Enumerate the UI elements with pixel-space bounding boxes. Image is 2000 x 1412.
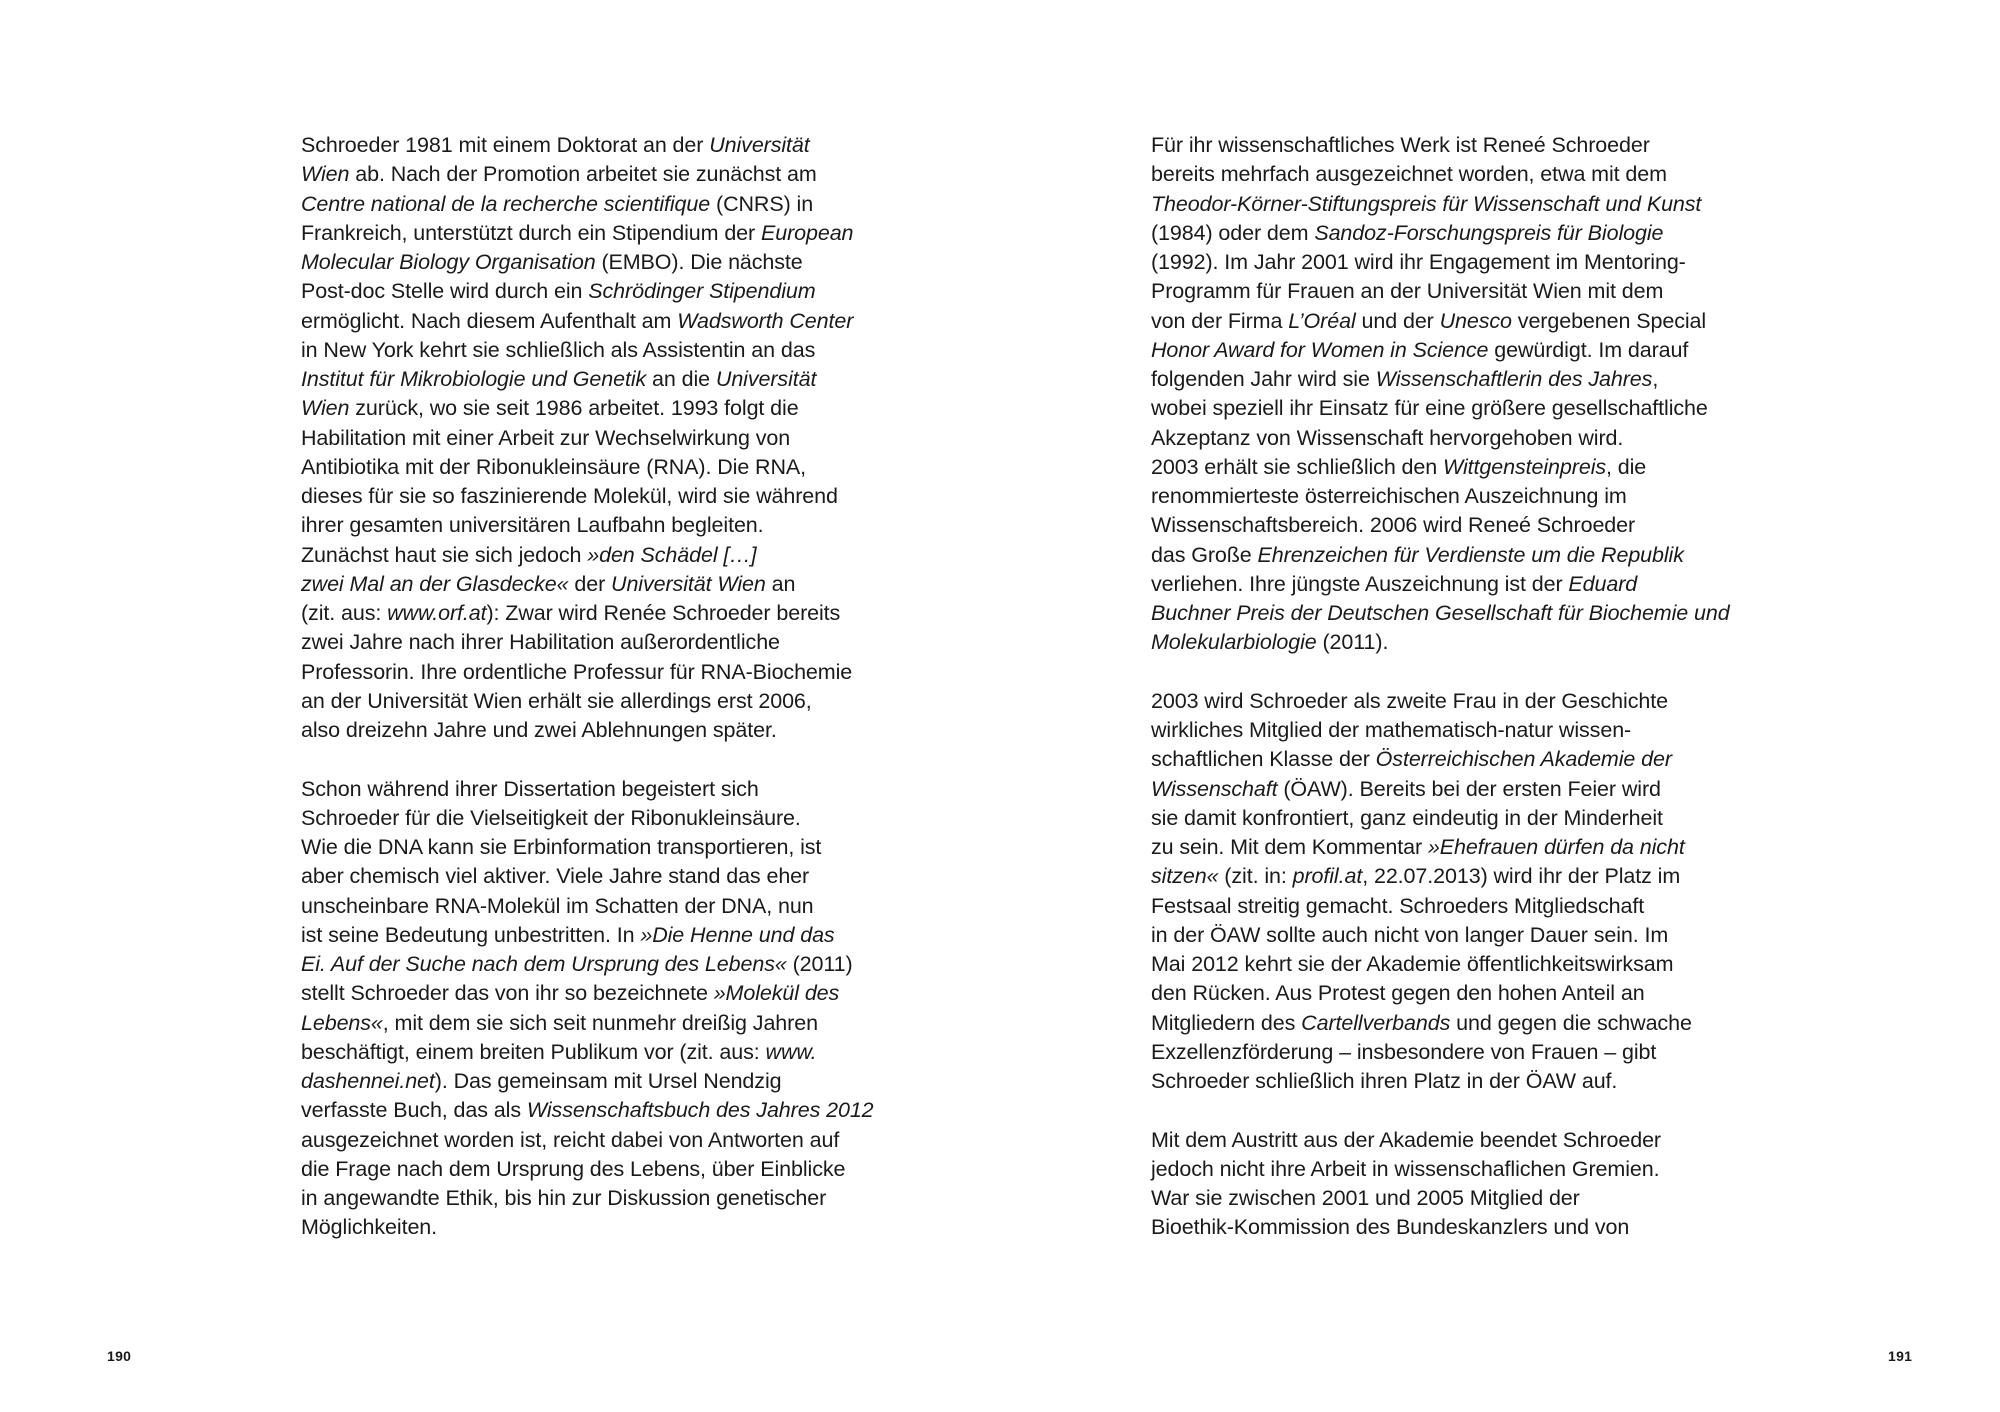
text-line bbox=[1151, 307, 1751, 336]
text-segment: aber chemisch viel aktiver. Viele Jahre stand das eher bbox=[301, 864, 810, 889]
text-segment: den Rücken. Aus Protest gegen den hohen Anteil an bbox=[1151, 981, 1645, 1006]
text-line bbox=[301, 599, 901, 628]
text-segment: schaftlichen Klasse der bbox=[1151, 747, 1376, 772]
text-line bbox=[1151, 570, 1751, 599]
text-segment: ist seine Bedeutung unbestritten. In bbox=[301, 922, 641, 947]
text-line bbox=[301, 658, 901, 687]
text-line bbox=[301, 628, 901, 657]
italic-segment: »Ehefrauen dürfen da nicht bbox=[1427, 835, 1685, 859]
page-number-left: 190 bbox=[107, 1348, 132, 1364]
text-line bbox=[1151, 160, 1751, 189]
text-line bbox=[1151, 862, 1751, 891]
text-segment: 2003 wird Schroeder als zweite Frau in der Geschichte bbox=[1151, 688, 1668, 713]
text-segment: Bioethik-Kommission des Bundeskanzlers und von bbox=[1151, 1215, 1630, 1240]
text-segment: ihrer gesamten universitären Laufbahn begleiten. bbox=[301, 513, 764, 538]
text-line bbox=[301, 336, 901, 365]
text-segment: jedoch nicht ihre Arbeit in wissenschaflichen Gremien. bbox=[1151, 1156, 1660, 1181]
text-segment: Wie die DNA kann sie Erbinformation transportieren, ist bbox=[301, 835, 822, 859]
text-segment: Schon während ihrer Dissertation begeistert sich bbox=[301, 776, 759, 801]
text-segment: ermöglicht. Nach diesem Aufenthalt am bbox=[301, 308, 678, 333]
italic-segment: Centre national de la recherche scientifique bbox=[301, 191, 711, 216]
text-line bbox=[1151, 950, 1751, 979]
italic-segment: Wissenschaft bbox=[1151, 776, 1278, 801]
text-segment: (CNRS) in bbox=[710, 191, 814, 216]
text-line bbox=[301, 511, 901, 540]
text-segment: Möglichkeiten. bbox=[301, 1215, 438, 1240]
italic-segment: www. bbox=[765, 1039, 817, 1064]
text-segment: ). Das gemeinsam mit Ursel Nendzig bbox=[434, 1069, 782, 1093]
italic-segment: »Molekül des bbox=[713, 981, 840, 1006]
text-line bbox=[1151, 131, 1751, 160]
right-text-column bbox=[1151, 131, 1751, 1272]
text-segment: Antibiotika mit der Ribonukleinsäure (RNA). Die RNA, bbox=[301, 454, 807, 479]
text-line bbox=[1151, 775, 1751, 804]
text-segment: renommierteste österreichischen Auszeichnung im bbox=[1151, 484, 1627, 508]
text-line bbox=[1151, 716, 1751, 745]
paragraph bbox=[301, 775, 901, 1243]
text-line bbox=[1151, 1126, 1751, 1155]
text-segment: beschäftigt, einem breiten Publikum vor (zit. aus: bbox=[301, 1039, 766, 1064]
text-line bbox=[301, 804, 901, 833]
text-line bbox=[301, 482, 901, 511]
text-line bbox=[1151, 1155, 1751, 1184]
italic-segment: »Die Henne und das bbox=[640, 922, 835, 947]
text-line bbox=[301, 248, 901, 277]
italic-segment: Universität Wien bbox=[611, 571, 766, 596]
italic-segment: Universität bbox=[709, 133, 810, 157]
text-segment: (2011) bbox=[786, 952, 853, 976]
italic-segment: zwei Mal an der Glasdecke« bbox=[301, 571, 569, 596]
text-segment: verfasste Buch, das als bbox=[301, 1098, 527, 1123]
italic-segment: Buchner Preis der Deutschen Gesellschaft für Biochemie und bbox=[1151, 601, 1730, 625]
text-line bbox=[301, 1213, 901, 1242]
text-line bbox=[1151, 394, 1751, 423]
text-segment: Zunächst haut sie sich jedoch bbox=[301, 542, 588, 567]
italic-segment: Wissenschaftlerin des Jahres bbox=[1375, 367, 1653, 391]
text-segment: stellt Schroeder das von ihr so bezeichnete bbox=[301, 981, 714, 1006]
text-segment: zurück, wo sie seit 1986 arbeitet. 1993 folgt die bbox=[349, 396, 799, 421]
italic-segment: Ei. Auf der Suche nach dem Ursprung des Lebens« bbox=[301, 952, 787, 976]
italic-segment: Wadsworth Center bbox=[677, 308, 854, 333]
text-line bbox=[1151, 511, 1751, 540]
text-segment: Schroeder 1981 mit einem Doktorat an der bbox=[301, 133, 710, 157]
text-segment: zu sein. Mit dem Kommentar bbox=[1151, 835, 1428, 859]
text-line bbox=[1151, 628, 1751, 657]
text-line bbox=[1151, 365, 1751, 394]
text-line bbox=[301, 190, 901, 219]
italic-segment: Ehrenzeichen für Verdienste um die Republik bbox=[1257, 542, 1684, 567]
text-segment: Mit dem Austritt aus der Akademie beendet Schroeder bbox=[1151, 1127, 1661, 1152]
text-segment: in New York kehrt sie schließlich als Assistentin an das bbox=[301, 337, 816, 362]
text-line bbox=[1151, 892, 1751, 921]
text-line bbox=[301, 775, 901, 804]
text-line bbox=[301, 687, 901, 716]
text-line bbox=[1151, 1067, 1751, 1096]
text-line bbox=[1151, 219, 1751, 248]
text-segment: und der bbox=[1355, 308, 1440, 333]
text-segment: zwei Jahre nach ihrer Habilitation außerordentliche bbox=[301, 630, 780, 655]
italic-segment: profil.at bbox=[1292, 864, 1363, 889]
text-segment: Post-doc Stelle wird durch ein bbox=[301, 279, 589, 304]
text-segment: (EMBO). Die nächste bbox=[595, 250, 803, 274]
text-segment: verliehen. Ihre jüngste Auszeichnung ist der bbox=[1151, 571, 1569, 596]
paragraph bbox=[1151, 131, 1751, 658]
text-segment: an der Universität Wien erhält sie allerdings erst 2006, bbox=[301, 688, 812, 713]
text-line bbox=[1151, 1009, 1751, 1038]
text-segment: folgenden Jahr wird sie bbox=[1151, 367, 1376, 391]
left-text-column bbox=[301, 131, 901, 1272]
text-segment: 2003 erhält sie schließlich den bbox=[1151, 454, 1443, 479]
text-line bbox=[301, 307, 901, 336]
text-segment: sie damit konfrontiert, ganz eindeutig in der Minderheit bbox=[1151, 805, 1663, 830]
text-line bbox=[1151, 453, 1751, 482]
text-line bbox=[1151, 599, 1751, 628]
text-line bbox=[301, 541, 901, 570]
text-segment: Schroeder schließlich ihren Platz in der ÖAW auf. bbox=[1151, 1069, 1618, 1093]
italic-segment: Theodor-Körner-Stiftungspreis für Wissenschaft und Kunst bbox=[1151, 191, 1702, 216]
text-line bbox=[301, 160, 901, 189]
paragraph bbox=[1151, 687, 1751, 1097]
page-number-right: 191 bbox=[1888, 1348, 1913, 1364]
italic-segment: Lebens« bbox=[301, 1010, 383, 1035]
text-line bbox=[301, 570, 901, 599]
text-segment: Für ihr wissenschaftliches Werk ist Reneé Schroeder bbox=[1151, 133, 1650, 157]
text-line bbox=[1151, 921, 1751, 950]
text-segment: (2011). bbox=[1316, 630, 1389, 655]
italic-segment: www.orf.at bbox=[387, 601, 487, 625]
italic-segment: sitzen« bbox=[1151, 864, 1219, 889]
text-segment: , 22.07.2013) wird ihr der Platz im bbox=[1362, 864, 1681, 889]
text-line bbox=[1151, 336, 1751, 365]
text-line bbox=[301, 1155, 901, 1184]
italic-segment: Österreichischen Akademie der bbox=[1375, 747, 1672, 772]
text-segment: ): Zwar wird Renée Schroeder bereits bbox=[486, 601, 841, 625]
text-segment: Professorin. Ihre ordentliche Professur für RNA-Biochemie bbox=[301, 659, 853, 684]
italic-segment: European bbox=[760, 220, 854, 245]
italic-segment: Sandoz-Forschungspreis für Biologie bbox=[1314, 220, 1664, 245]
text-segment: (1992). Im Jahr 2001 wird ihr Engagement im Mentoring- bbox=[1151, 250, 1686, 274]
text-segment: Habilitation mit einer Arbeit zur Wechselwirkung von bbox=[301, 425, 791, 450]
text-line bbox=[1151, 745, 1751, 774]
text-line bbox=[301, 453, 901, 482]
text-line bbox=[301, 833, 901, 862]
italic-segment: Wissenschaftsbuch des Jahres 2012 bbox=[526, 1098, 874, 1123]
text-segment: gewürdigt. Im darauf bbox=[1488, 337, 1689, 362]
text-segment: ab. Nach der Promotion arbeitet sie zunächst am bbox=[349, 162, 817, 187]
text-line bbox=[301, 716, 901, 745]
italic-segment: Cartellverbands bbox=[1301, 1010, 1451, 1035]
text-segment: der bbox=[568, 571, 612, 596]
text-line bbox=[1151, 541, 1751, 570]
text-segment: das Große bbox=[1151, 542, 1258, 567]
text-segment: Frankreich, unterstützt durch ein Stipendium der bbox=[301, 220, 761, 245]
text-line bbox=[1151, 482, 1751, 511]
text-line bbox=[301, 277, 901, 306]
text-segment: (zit. in: bbox=[1218, 864, 1293, 889]
text-segment: und gegen die schwache bbox=[1450, 1010, 1692, 1035]
text-line bbox=[301, 1096, 901, 1125]
italic-segment: Molekularbiologie bbox=[1151, 630, 1317, 655]
text-segment: an bbox=[765, 571, 796, 596]
text-line bbox=[1151, 424, 1751, 453]
text-segment: an die bbox=[646, 367, 716, 391]
text-segment: Programm für Frauen an der Universität Wien mit dem bbox=[1151, 279, 1664, 304]
text-line bbox=[301, 424, 901, 453]
italic-segment: Unesco bbox=[1439, 308, 1512, 333]
text-segment: von der Firma bbox=[1151, 308, 1289, 333]
text-line bbox=[301, 131, 901, 160]
text-segment: Festsaal streitig gemacht. Schroeders Mitgliedschaft bbox=[1151, 893, 1645, 918]
text-line bbox=[1151, 979, 1751, 1008]
text-line bbox=[301, 1009, 901, 1038]
text-segment: wirkliches Mitglied der mathematisch-natur wissen- bbox=[1151, 718, 1632, 742]
text-segment: unscheinbare RNA-Molekül im Schatten der DNA, nun bbox=[301, 893, 814, 918]
text-segment: , mit dem sie sich seit nunmehr dreißig Jahren bbox=[382, 1010, 818, 1035]
text-line bbox=[301, 394, 901, 423]
text-line bbox=[1151, 833, 1751, 862]
text-segment: die Frage nach dem Ursprung des Lebens, über Einblicke bbox=[301, 1156, 846, 1181]
text-segment: Schroeder für die Vielseitigkeit der Ribonukleinsäure. bbox=[301, 805, 801, 830]
italic-segment: Eduard bbox=[1568, 571, 1638, 596]
text-line bbox=[301, 921, 901, 950]
text-segment: Wissenschaftsbereich. 2006 wird Reneé Schroeder bbox=[1151, 513, 1636, 538]
text-line bbox=[1151, 190, 1751, 219]
italic-segment: Wien bbox=[301, 396, 350, 421]
right-page bbox=[1000, 0, 2000, 1412]
paragraph bbox=[1151, 1126, 1751, 1243]
text-line bbox=[1151, 1038, 1751, 1067]
text-line bbox=[1151, 1184, 1751, 1213]
text-segment: Mitgliedern des bbox=[1151, 1010, 1302, 1035]
italic-segment: Wittgensteinpreis bbox=[1443, 454, 1607, 479]
text-segment: wobei speziell ihr Einsatz für eine größere gesellschaftliche bbox=[1151, 396, 1708, 421]
text-line bbox=[301, 950, 901, 979]
italic-segment: dashennei.net bbox=[301, 1069, 435, 1093]
text-segment: bereits mehrfach ausgezeichnet worden, etwa mit dem bbox=[1151, 162, 1667, 187]
text-segment: , die bbox=[1606, 454, 1647, 479]
text-segment: (ÖAW). Bereits bei der ersten Feier wird bbox=[1277, 776, 1661, 801]
italic-segment: Schrödinger Stipendium bbox=[588, 279, 816, 304]
text-segment: in angewandte Ethik, bis hin zur Diskussion genetischer bbox=[301, 1186, 827, 1210]
italic-segment: Molecular Biology Organisation bbox=[301, 250, 596, 274]
text-segment: ausgezeichnet worden ist, reicht dabei von Antworten auf bbox=[301, 1127, 840, 1152]
text-line bbox=[1151, 687, 1751, 716]
text-line bbox=[301, 365, 901, 394]
text-line bbox=[1151, 804, 1751, 833]
text-line bbox=[301, 892, 901, 921]
text-line bbox=[301, 1126, 901, 1155]
text-segment: also dreizehn Jahre und zwei Ablehnungen später. bbox=[301, 718, 777, 742]
text-line bbox=[301, 1184, 901, 1213]
text-segment: War sie zwischen 2001 und 2005 Mitglied der bbox=[1151, 1186, 1580, 1210]
text-segment: (1984) oder dem bbox=[1151, 220, 1315, 245]
text-segment: dieses für sie so faszinierende Molekül, wird sie während bbox=[301, 484, 838, 508]
text-segment: Akzeptanz von Wissenschaft hervorgehoben wird. bbox=[1151, 425, 1624, 450]
italic-segment: Honor Award for Women in Science bbox=[1151, 337, 1489, 362]
italic-segment: Wien bbox=[301, 162, 350, 187]
text-line bbox=[1151, 248, 1751, 277]
text-segment: Mai 2012 kehrt sie der Akademie öffentlichkeitswirksam bbox=[1151, 952, 1674, 976]
text-segment: , bbox=[1652, 367, 1659, 391]
text-segment: vergebenen Special bbox=[1511, 308, 1707, 333]
text-line bbox=[301, 219, 901, 248]
text-segment: Exzellenzförderung – insbesondere von Frauen – gibt bbox=[1151, 1039, 1657, 1064]
text-segment: in der ÖAW sollte auch nicht von langer Dauer sein. Im bbox=[1151, 922, 1669, 947]
text-line bbox=[301, 1038, 901, 1067]
italic-segment: Universität bbox=[715, 367, 817, 391]
text-line bbox=[1151, 1213, 1751, 1242]
italic-segment: »den Schädel […] bbox=[587, 542, 757, 567]
italic-segment: Institut für Mikrobiologie und Genetik bbox=[301, 367, 647, 391]
text-line bbox=[1151, 277, 1751, 306]
text-line bbox=[301, 862, 901, 891]
paragraph bbox=[301, 131, 901, 745]
italic-segment: L’Oréal bbox=[1288, 308, 1356, 333]
text-segment: (zit. aus: bbox=[301, 601, 388, 625]
text-line bbox=[301, 979, 901, 1008]
text-line bbox=[301, 1067, 901, 1096]
